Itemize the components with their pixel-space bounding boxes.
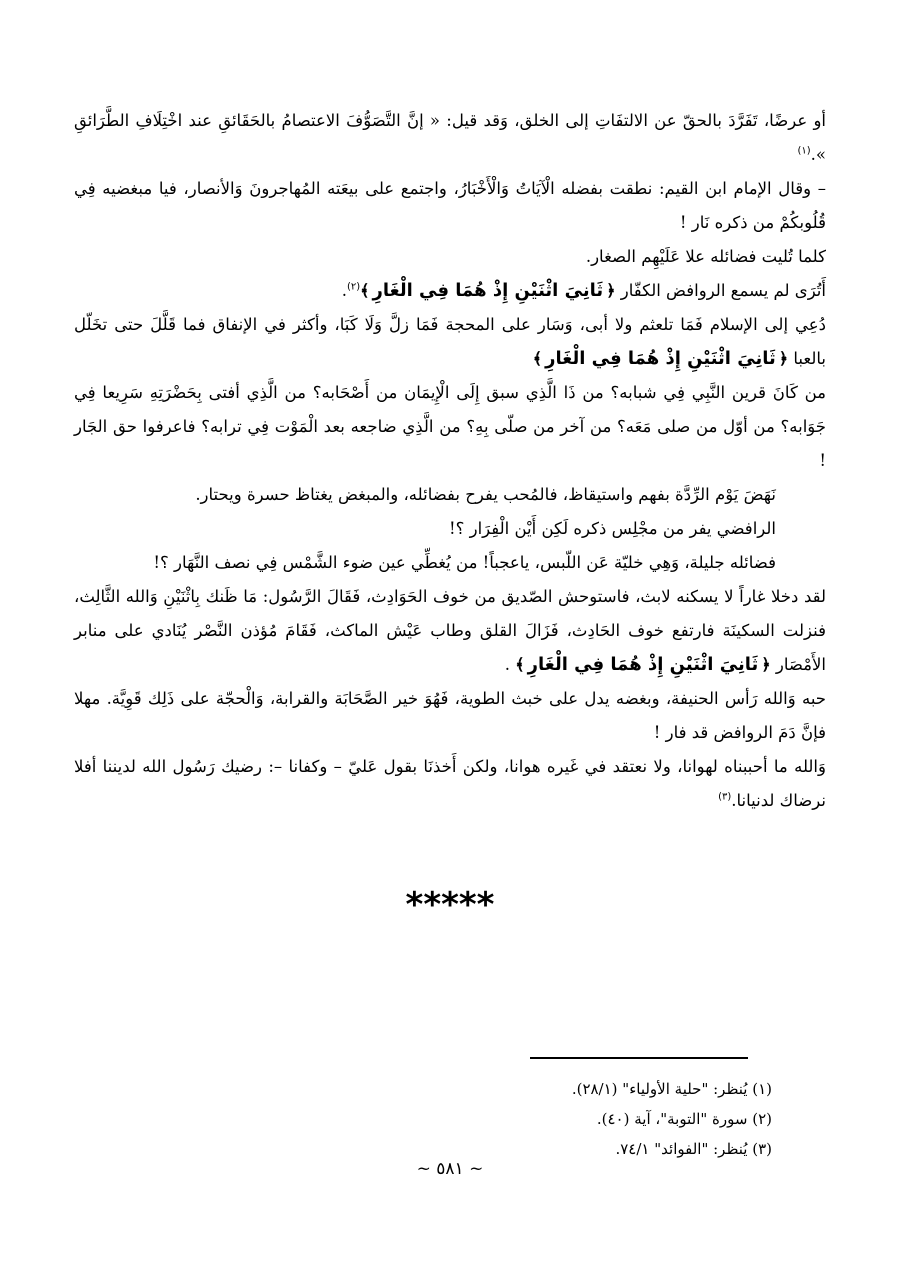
paragraph-text: وَالله ما أحببناه لهوانا، ولا نعتقد في غَيره هوانا، ولكن أَخذنَا بقول عَليّ – وكفانا –: رضيك رَسُول الله لديننا أفلا نرضاك لدنيانا.	[74, 757, 826, 810]
paragraph-text: الرافضي يفر من مجْلِس ذكره لَكِن أَيْن الْفِرَار ؟!	[448, 519, 776, 538]
paragraph-text: لقد دخلا غاراً لا يسكنه لابث، فاستوحش الصّديق من خوف الحَوَادِث، فَقَالَ الرَّسُول: مَا ظَنك بِاثْنَيْنِ وَالله الثَّالِث، فنزلت السكينَة فارتفع خوف الحَادِث، فَزَالَ القلق وطاب عَيْش الماكث، فَقَامَ مُؤذن النَّصْر يُنَادي على منابر الأَمْصَار	[74, 587, 826, 674]
paragraph-10	[74, 580, 826, 682]
quran-bracket-open: ﴿	[606, 281, 616, 300]
quran-bracket-close: ﴾	[360, 281, 370, 300]
paragraph-11	[74, 682, 826, 750]
footnote-marker-2[interactable]: (٢)	[346, 281, 361, 293]
paragraph-text: حبه وَالله رَأس الحنيفة، وبغضه يدل على خبث الطوية، فَهُوَ خير الصَّحَابَة والقرابة، وَالْحجّة على ذَلِك قَوِيَّة. مهلا فإنَّ دَمَ الروافض قد فار !	[74, 689, 826, 742]
quran-bracket-open: ﴿	[778, 349, 789, 368]
paragraph-text: دُعِي إلى الإسلام فَمَا تلعثم ولا أبى، وَسَار على المحجة فَمَا زلَّ وَلَا كَبَا، وأكثر في الإنفاق فما قَلَّلَ حتى تخَلّل بالعبا	[74, 315, 826, 368]
footnote-divider	[530, 1057, 748, 1059]
paragraph-text: نَهَضَ يَوْم الرِّدَّة بفهم واستيقاظ، فالمُحب يفرح بفضائله، والمبغض يغتاظ حسرة ويحتار.	[195, 485, 776, 504]
page-number: ~ ٥٨١ ~	[416, 1159, 484, 1179]
quran-verse: ثَانِيَ اثْنَيْنِ إِذْ هُمَا فِي الْغَارِ	[527, 654, 759, 675]
paragraph-7	[74, 478, 826, 512]
paragraph-text: كلما تُليت فضائله علا عَلَيْهِم الصغار.	[585, 247, 826, 266]
quran-bracket-close: ﴾	[515, 655, 525, 674]
quran-verse: ثَانِيَ اثْنَيْنِ إِذْ هُمَا فِي الْغَارِ	[545, 348, 776, 369]
footnote-marker-3[interactable]: (٣)	[718, 791, 732, 803]
main-text	[74, 104, 826, 818]
paragraph-text: من كَانَ قرين النَّبِي فِي شبابه؟ من ذَا الَّذِي سبق إِلَى الْإِيمَان من أَصْحَابه؟ من الَّذِي أفتى بِحَضْرَتِهِ سَرِيعا فِي جَوَابه؟ من أوّل من صلى مَعَه؟ من آخر من صلّى بِهِ؟ من الَّذِي ضاجعه بعد الْمَوْت فِي ترابه؟ فاعرفوا حق الجَار !	[74, 383, 826, 470]
section-separator: *****	[405, 885, 495, 925]
paragraph-text-end: .	[504, 655, 516, 674]
paragraph-12	[74, 750, 826, 818]
paragraph-2	[74, 172, 826, 240]
paragraph-9	[74, 546, 826, 580]
paragraph-text: فضائله جليلة، وَهِي خليّة عَن اللّبس، ياعجباً! من يُغطِّي عين ضوء الشَّمْس فِي نصف النَّهَار ؟!	[153, 553, 776, 572]
footnote-3: (٣) يُنظر: "الفوائد" ٧٤/١.	[615, 1140, 772, 1158]
paragraph-6	[74, 376, 826, 478]
paragraph-1	[74, 104, 826, 172]
paragraph-4	[74, 274, 826, 308]
paragraph-text: أو عرضًا، تَفَرَّدَ بالحقّ عن الالتفَاتِ إلى الخلق، وَقد قيل: « إنَّ التَّصَوُّفَ الاعتصامُ بالحَقَائقِ عند اخْتِلَافِ الطَّرَائقِ ».	[74, 111, 826, 164]
paragraph-text-end: .	[341, 281, 347, 300]
footnote-marker-1[interactable]: (١)	[797, 145, 811, 157]
footnote-1: (١) يُنظر: "حلية الأولياء" (٢٨/١).	[571, 1080, 772, 1098]
footnote-2: (٢) سورة "التوبة"، آية (٤٠).	[596, 1110, 772, 1128]
footnotes	[372, 1074, 772, 1164]
quran-bracket-close: ﴾	[532, 349, 543, 368]
paragraph-text: أَتُرَى لم يسمع الروافض الكفّار	[620, 281, 826, 300]
paragraph-text: – وقال الإمام ابن القيم: نطقت بفضله الْآيَاتُ وَالْأَخْبَارُ، واجتمع على بيعَته المُهاجرونَ وَالأنصار، فيا مبغضيه فِي قُلُوبكُمْ من ذكره نَار !	[74, 179, 826, 232]
paragraph-5	[74, 308, 826, 376]
paragraph-8	[74, 512, 826, 546]
quran-bracket-open: ﴿	[761, 655, 771, 674]
quran-verse: ثَانِيَ اثْنَيْنِ إِذْ هُمَا فِي الْغَارِ	[372, 280, 604, 301]
paragraph-3	[74, 240, 826, 274]
